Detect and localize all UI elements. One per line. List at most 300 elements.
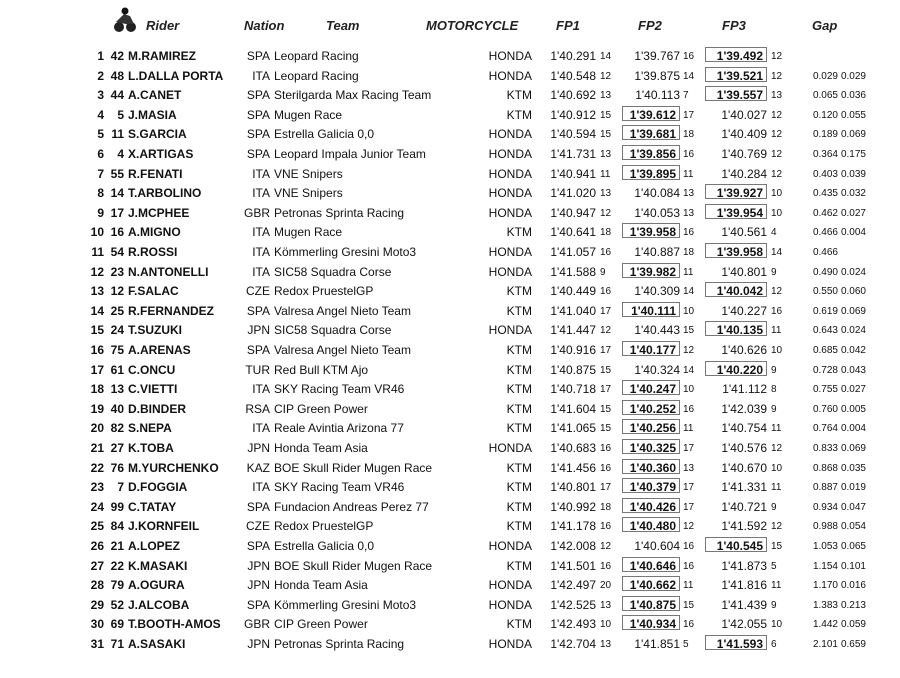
cell-nat: SPA bbox=[246, 88, 270, 103]
table-row bbox=[0, 556, 900, 576]
cell-name: A.CANET bbox=[128, 88, 182, 103]
cell-num: 14 bbox=[110, 186, 124, 201]
header-rider: Rider bbox=[146, 18, 180, 33]
cell-l3: 12 bbox=[771, 51, 783, 62]
cell-l1: 16 bbox=[600, 560, 612, 572]
cell-moto: KTM bbox=[506, 519, 532, 534]
cell-gap2: 0.032 bbox=[840, 188, 866, 200]
cell-nat: ITA bbox=[252, 480, 270, 495]
cell-l2: 17 bbox=[683, 482, 695, 494]
cell-fp1: 1'41.178 bbox=[550, 519, 596, 534]
header-fp3: FP3 bbox=[722, 18, 746, 33]
cell-l3: 10 bbox=[771, 345, 783, 356]
cell-moto: KTM bbox=[506, 421, 532, 436]
header-fp1: FP1 bbox=[556, 18, 580, 33]
cell-fp1: 1'41.447 bbox=[550, 323, 596, 338]
cell-l2: 17 bbox=[683, 501, 695, 513]
cell-gap1: 0.833 bbox=[812, 443, 838, 454]
cell-fp3: 1'39.958 bbox=[705, 243, 767, 258]
table-row bbox=[0, 477, 900, 497]
cell-l3: 5 bbox=[771, 560, 777, 572]
header-fp2: FP2 bbox=[638, 18, 662, 33]
cell-gap2: 0.065 bbox=[840, 541, 866, 552]
cell-nat: ITA bbox=[252, 421, 270, 436]
cell-nat: SPA bbox=[246, 49, 270, 63]
cell-l3: 10 bbox=[771, 188, 783, 200]
cell-name: K.MASAKI bbox=[128, 558, 188, 573]
cell-fp2: 1'39.612 bbox=[622, 106, 680, 121]
cell-fp3: 1'39.557 bbox=[705, 86, 767, 101]
cell-num: 69 bbox=[110, 617, 124, 632]
cell-gap2: 0.004 bbox=[840, 423, 866, 435]
cell-l2: 16 bbox=[683, 560, 695, 572]
cell-gap2: 0.005 bbox=[840, 403, 866, 415]
cell-gap1: 0.550 bbox=[812, 286, 838, 298]
cell-fp2: 1'40.325 bbox=[622, 439, 680, 454]
cell-pos: 14 bbox=[90, 303, 104, 318]
cell-l1: 17 bbox=[600, 482, 612, 494]
cell-fp3: 1'41.112 bbox=[722, 382, 767, 397]
cell-moto: HONDA bbox=[488, 186, 532, 201]
cell-nat: ITA bbox=[252, 245, 270, 259]
cell-gap1: 0.764 bbox=[812, 423, 838, 435]
cell-team: Petronas Sprinta Racing bbox=[274, 205, 405, 220]
cell-l1: 12 bbox=[600, 207, 612, 219]
cell-fp2: 1'40.646 bbox=[622, 557, 680, 572]
cell-name: J.MCPHEE bbox=[128, 205, 190, 220]
cell-fp1: 1'41.604 bbox=[550, 401, 596, 416]
cell-l1: 15 bbox=[600, 129, 612, 141]
cell-nat: JPN bbox=[247, 323, 270, 338]
cell-moto: KTM bbox=[506, 401, 532, 416]
cell-l3: 12 bbox=[771, 149, 783, 160]
cell-nat: ITA bbox=[252, 225, 270, 240]
cell-l1: 10 bbox=[600, 619, 612, 631]
cell-moto: KTM bbox=[506, 88, 532, 103]
cell-num: 99 bbox=[110, 499, 124, 514]
cell-team: Estrella Galicia 0,0 bbox=[274, 127, 375, 142]
cell-team: Mugen Race bbox=[274, 107, 343, 122]
table-row bbox=[0, 262, 900, 282]
cell-fp2: 1'40.875 bbox=[622, 596, 680, 611]
cell-fp1: 1'40.992 bbox=[550, 499, 596, 514]
cell-l2: 18 bbox=[683, 129, 695, 141]
cell-l3: 14 bbox=[771, 247, 783, 258]
cell-pos: 11 bbox=[91, 245, 104, 259]
cell-name: J.ALCOBA bbox=[128, 597, 190, 612]
cell-moto: HONDA bbox=[488, 637, 532, 651]
cell-moto: HONDA bbox=[488, 68, 532, 83]
cell-moto: KTM bbox=[506, 382, 532, 397]
cell-num: 22 bbox=[110, 558, 124, 573]
cell-num: 75 bbox=[110, 343, 124, 357]
table-row bbox=[0, 536, 900, 556]
cell-fp3: 1'40.576 bbox=[721, 441, 767, 455]
cell-gap1: 0.490 bbox=[812, 266, 838, 278]
cell-name: A.ARENAS bbox=[128, 343, 191, 357]
cell-num: 11 bbox=[111, 127, 124, 142]
cell-fp2: 1'40.426 bbox=[622, 498, 680, 513]
cell-team: CIP Green Power bbox=[274, 617, 368, 632]
cell-team: Leopard Racing bbox=[274, 49, 359, 63]
cell-gap2: 0.029 bbox=[840, 70, 866, 82]
cell-fp1: 1'42.497 bbox=[550, 578, 596, 593]
cell-gap2: 0.055 bbox=[840, 109, 866, 121]
cell-team: Leopard Impala Junior Team bbox=[274, 147, 426, 161]
cell-gap1: 1.053 bbox=[812, 541, 838, 552]
cell-pos: 20 bbox=[90, 421, 104, 436]
cell-gap2: 0.035 bbox=[840, 462, 866, 474]
cell-moto: HONDA bbox=[488, 578, 532, 593]
cell-num: 48 bbox=[110, 68, 124, 83]
cell-num: 79 bbox=[110, 578, 124, 593]
cell-l3: 6 bbox=[771, 639, 777, 650]
cell-gap1: 0.466 bbox=[812, 247, 838, 258]
cell-fp1: 1'40.941 bbox=[550, 166, 596, 181]
cell-gap2: 0.036 bbox=[840, 90, 866, 102]
cell-pos: 24 bbox=[90, 499, 104, 514]
cell-name: D.FOGGIA bbox=[128, 480, 188, 495]
cell-num: 7 bbox=[117, 480, 124, 495]
cell-moto: HONDA bbox=[488, 127, 532, 142]
cell-team: Redox PruestelGP bbox=[274, 284, 374, 299]
cell-gap2: 0.059 bbox=[840, 619, 866, 631]
cell-l2: 11 bbox=[683, 266, 694, 278]
cell-pos: 9 bbox=[97, 205, 104, 220]
cell-l3: 9 bbox=[771, 364, 777, 376]
cell-name: S.NEPA bbox=[128, 421, 172, 436]
cell-num: 24 bbox=[110, 323, 124, 338]
table-header bbox=[0, 0, 900, 42]
cell-l3: 13 bbox=[771, 90, 783, 102]
cell-num: 76 bbox=[110, 460, 124, 475]
table-row bbox=[0, 144, 900, 164]
cell-fp3: 1'40.754 bbox=[721, 421, 767, 436]
cell-fp2: 1'39.767 bbox=[634, 49, 680, 63]
cell-fp2: 1'40.177 bbox=[622, 341, 680, 356]
cell-moto: HONDA bbox=[488, 539, 532, 553]
cell-fp3: 1'40.561 bbox=[721, 225, 767, 240]
cell-l3: 9 bbox=[771, 403, 777, 415]
cell-num: 23 bbox=[110, 264, 124, 279]
cell-l2: 16 bbox=[683, 403, 695, 415]
cell-fp3: 1'40.670 bbox=[721, 460, 767, 475]
table-row bbox=[0, 66, 900, 86]
cell-gap2: 0.060 bbox=[840, 286, 866, 298]
cell-nat: JPN bbox=[247, 637, 270, 651]
cell-l1: 12 bbox=[600, 541, 612, 552]
table-row bbox=[0, 575, 900, 595]
cell-gap2: 0.069 bbox=[840, 443, 866, 454]
cell-fp3: 1'41.593 bbox=[705, 635, 767, 650]
cell-fp1: 1'40.947 bbox=[550, 205, 596, 220]
cell-fp2: 1'39.856 bbox=[622, 145, 680, 160]
cell-l2: 14 bbox=[683, 364, 695, 376]
cell-moto: KTM bbox=[506, 303, 532, 318]
cell-l1: 15 bbox=[600, 403, 612, 415]
cell-moto: KTM bbox=[506, 499, 532, 514]
cell-pos: 27 bbox=[90, 558, 104, 573]
cell-gap1: 1.170 bbox=[812, 580, 838, 592]
cell-l1: 16 bbox=[600, 286, 612, 298]
table-row bbox=[0, 222, 900, 242]
cell-gap2: 0.039 bbox=[840, 168, 866, 180]
cell-team: VNE Snipers bbox=[274, 186, 343, 201]
cell-nat: SPA bbox=[246, 107, 270, 122]
cell-nat: GBR bbox=[243, 205, 270, 220]
table-row bbox=[0, 242, 900, 262]
cell-l2: 15 bbox=[683, 325, 695, 337]
cell-l2: 10 bbox=[683, 384, 695, 396]
cell-l2: 16 bbox=[683, 541, 695, 552]
cell-fp2: 1'40.379 bbox=[622, 478, 680, 493]
cell-num: 16 bbox=[110, 225, 124, 240]
cell-num: 25 bbox=[110, 303, 124, 318]
cell-l2: 5 bbox=[683, 639, 689, 650]
cell-l1: 12 bbox=[600, 325, 612, 337]
cell-name: R.FENATI bbox=[128, 166, 183, 181]
cell-fp2: 1'40.934 bbox=[622, 615, 680, 630]
cell-fp2: 1'40.053 bbox=[634, 205, 680, 220]
cell-team: Red Bull KTM Ajo bbox=[274, 362, 369, 377]
cell-fp3: 1'40.409 bbox=[721, 127, 767, 142]
cell-name: L.DALLA PORTA bbox=[128, 68, 224, 83]
header-nation: Nation bbox=[244, 18, 285, 33]
cell-name: T.SUZUKI bbox=[128, 323, 182, 338]
cell-l2: 16 bbox=[683, 227, 695, 239]
cell-moto: HONDA bbox=[488, 597, 532, 612]
cell-fp2: 1'40.256 bbox=[622, 419, 680, 434]
cell-name: T.BOOTH-AMOS bbox=[128, 617, 221, 632]
cell-nat: TUR bbox=[245, 362, 270, 377]
cell-moto: HONDA bbox=[488, 205, 532, 220]
cell-num: 21 bbox=[110, 539, 124, 553]
cell-fp2: 1'40.252 bbox=[622, 400, 680, 415]
table-row bbox=[0, 497, 900, 517]
cell-nat: SPA bbox=[246, 127, 270, 142]
cell-moto: KTM bbox=[506, 480, 532, 495]
cell-l1: 16 bbox=[600, 462, 612, 474]
cell-gap2: 0.047 bbox=[840, 501, 866, 513]
cell-gap2: 0.175 bbox=[840, 149, 866, 160]
cell-l3: 4 bbox=[771, 227, 777, 239]
cell-team: Sterilgarda Max Racing Team bbox=[274, 88, 432, 103]
cell-fp3: 1'41.592 bbox=[721, 519, 767, 534]
cell-num: 82 bbox=[110, 421, 124, 436]
cell-gap1: 0.403 bbox=[812, 168, 838, 180]
cell-gap1: 0.760 bbox=[812, 403, 838, 415]
cell-pos: 26 bbox=[90, 539, 104, 553]
cell-nat: SPA bbox=[246, 499, 270, 514]
cell-fp1: 1'40.718 bbox=[550, 382, 596, 397]
cell-name: A.OGURA bbox=[128, 578, 185, 593]
cell-fp2: 1'39.875 bbox=[634, 68, 680, 83]
cell-fp2: 1'40.111 bbox=[622, 302, 680, 317]
cell-fp2: 1'39.958 bbox=[622, 223, 680, 238]
cell-name: J.KORNFEIL bbox=[128, 519, 200, 534]
cell-gap2: 0.101 bbox=[840, 560, 866, 572]
cell-name: M.YURCHENKO bbox=[128, 460, 219, 475]
cell-fp1: 1'41.588 bbox=[550, 264, 596, 279]
cell-pos: 22 bbox=[90, 460, 104, 475]
cell-nat: GBR bbox=[243, 617, 270, 632]
cell-team: BOE Skull Rider Mugen Race bbox=[274, 460, 433, 475]
cell-team: Kömmerling Gresini Moto3 bbox=[274, 597, 417, 612]
cell-fp1: 1'40.912 bbox=[550, 107, 596, 122]
cell-num: 42 bbox=[110, 49, 124, 63]
cell-l1: 18 bbox=[600, 501, 612, 513]
cell-gap1: 0.189 bbox=[812, 129, 838, 141]
cell-num: 17 bbox=[110, 205, 124, 220]
cell-num: 55 bbox=[110, 166, 124, 181]
cell-name: R.ROSSI bbox=[128, 245, 178, 259]
cell-pos: 16 bbox=[90, 343, 104, 357]
header-motorcycle: MOTORCYCLE bbox=[426, 18, 519, 33]
table-row bbox=[0, 418, 900, 438]
cell-l3: 15 bbox=[771, 541, 783, 552]
cell-fp1: 1'40.692 bbox=[550, 88, 596, 103]
cell-pos: 17 bbox=[90, 362, 104, 377]
cell-gap1: 0.065 bbox=[812, 90, 838, 102]
cell-nat: SPA bbox=[246, 539, 270, 553]
cell-fp2: 1'41.851 bbox=[634, 637, 680, 651]
cell-fp1: 1'41.057 bbox=[550, 245, 596, 259]
cell-l2: 12 bbox=[683, 521, 695, 533]
cell-num: 12 bbox=[110, 284, 124, 299]
cell-fp1: 1'40.875 bbox=[550, 362, 596, 377]
cell-moto: KTM bbox=[506, 107, 532, 122]
cell-fp1: 1'42.008 bbox=[550, 539, 596, 553]
cell-team: SKY Racing Team VR46 bbox=[274, 480, 405, 495]
cell-fp1: 1'42.493 bbox=[550, 617, 596, 632]
cell-l1: 16 bbox=[600, 443, 612, 454]
cell-pos: 21 bbox=[90, 441, 104, 455]
cell-gap2: 0.043 bbox=[840, 364, 866, 376]
cell-pos: 31 bbox=[90, 637, 104, 651]
cell-gap2: 0.069 bbox=[840, 305, 866, 317]
cell-l3: 9 bbox=[771, 599, 777, 611]
cell-l2: 11 bbox=[683, 423, 694, 435]
cell-pos: 5 bbox=[97, 127, 104, 142]
cell-pos: 15 bbox=[90, 323, 104, 338]
table-row bbox=[0, 281, 900, 301]
cell-team: Estrella Galicia 0,0 bbox=[274, 539, 375, 553]
cell-gap1: 0.868 bbox=[812, 462, 838, 474]
cell-gap1: 0.755 bbox=[812, 384, 838, 396]
cell-nat: SPA bbox=[246, 147, 270, 161]
cell-l2: 16 bbox=[683, 149, 695, 160]
cell-l2: 11 bbox=[683, 168, 694, 180]
cell-gap1: 0.934 bbox=[812, 501, 838, 513]
cell-fp3: 1'40.227 bbox=[721, 303, 767, 318]
cell-team: Valresa Angel Nieto Team bbox=[274, 343, 411, 357]
cell-gap1: 0.685 bbox=[812, 345, 838, 356]
cell-moto: HONDA bbox=[488, 245, 532, 259]
cell-gap1: 2.101 bbox=[812, 639, 838, 650]
cell-pos: 23 bbox=[90, 480, 104, 495]
cell-fp3: 1'39.492 bbox=[705, 47, 767, 62]
table-row bbox=[0, 301, 900, 321]
cell-moto: KTM bbox=[506, 225, 532, 240]
cell-fp3: 1'40.769 bbox=[721, 147, 767, 161]
cell-moto: KTM bbox=[506, 617, 532, 632]
cell-fp2: 1'40.443 bbox=[634, 323, 680, 338]
cell-gap1: 0.435 bbox=[812, 188, 838, 200]
cell-fp1: 1'40.548 bbox=[550, 68, 596, 83]
cell-moto: HONDA bbox=[488, 166, 532, 181]
cell-pos: 12 bbox=[90, 264, 104, 279]
cell-name: S.GARCIA bbox=[128, 127, 187, 142]
cell-l3: 11 bbox=[771, 423, 782, 435]
cell-pos: 30 bbox=[90, 617, 104, 632]
cell-l3: 8 bbox=[771, 384, 777, 396]
cell-gap2: 0.027 bbox=[840, 384, 866, 396]
table-row bbox=[0, 183, 900, 203]
table-row bbox=[0, 516, 900, 536]
cell-name: J.MASIA bbox=[128, 107, 177, 122]
cell-num: 61 bbox=[110, 362, 124, 377]
cell-l2: 15 bbox=[683, 599, 695, 611]
cell-name: X.ARTIGAS bbox=[128, 147, 194, 161]
cell-gap2: 0.019 bbox=[840, 482, 866, 494]
cell-team: SIC58 Squadra Corse bbox=[274, 264, 392, 279]
cell-nat: ITA bbox=[252, 186, 270, 201]
cell-name: R.FERNANDEZ bbox=[128, 303, 214, 318]
cell-name: C.ONCU bbox=[128, 362, 176, 377]
cell-gap1: 1.154 bbox=[812, 560, 838, 572]
cell-gap2: 0.213 bbox=[840, 599, 866, 611]
cell-moto: HONDA bbox=[488, 323, 532, 338]
cell-l3: 12 bbox=[771, 443, 783, 454]
cell-l2: 13 bbox=[683, 462, 695, 474]
cell-gap1: 0.462 bbox=[812, 207, 838, 219]
cell-team: Leopard Racing bbox=[274, 68, 359, 83]
cell-fp3: 1'40.801 bbox=[721, 264, 767, 279]
cell-l2: 10 bbox=[683, 305, 695, 317]
cell-gap2: 0.027 bbox=[840, 207, 866, 219]
cell-l2: 16 bbox=[683, 51, 695, 62]
cell-fp2: 1'40.113 bbox=[635, 88, 680, 103]
table-row bbox=[0, 458, 900, 478]
cell-fp2: 1'39.895 bbox=[622, 165, 680, 180]
cell-moto: KTM bbox=[506, 460, 532, 475]
cell-fp1: 1'41.456 bbox=[550, 460, 596, 475]
cell-moto: HONDA bbox=[488, 147, 532, 161]
cell-l3: 12 bbox=[771, 168, 783, 180]
cell-fp1: 1'41.731 bbox=[550, 147, 596, 161]
cell-gap2: 0.054 bbox=[840, 521, 866, 533]
cell-l2: 14 bbox=[683, 70, 695, 82]
cell-l1: 16 bbox=[600, 247, 612, 258]
cell-pos: 18 bbox=[90, 382, 104, 397]
cell-pos: 2 bbox=[97, 68, 104, 83]
cell-num: 5 bbox=[117, 107, 124, 122]
cell-num: 54 bbox=[110, 245, 124, 259]
cell-l1: 18 bbox=[600, 227, 612, 239]
cell-gap2: 0.024 bbox=[840, 266, 866, 278]
table-row bbox=[0, 379, 900, 399]
cell-nat: RSA bbox=[245, 401, 270, 416]
cell-nat: SPA bbox=[246, 597, 270, 612]
cell-pos: 19 bbox=[90, 401, 104, 416]
cell-team: CIP Green Power bbox=[274, 401, 368, 416]
cell-l2: 18 bbox=[683, 247, 695, 258]
cell-gap2: 0.659 bbox=[840, 639, 866, 650]
cell-moto: KTM bbox=[506, 343, 532, 357]
cell-fp1: 1'40.641 bbox=[550, 225, 596, 240]
cell-gap2: 0.042 bbox=[840, 345, 866, 356]
cell-l1: 15 bbox=[600, 109, 612, 121]
